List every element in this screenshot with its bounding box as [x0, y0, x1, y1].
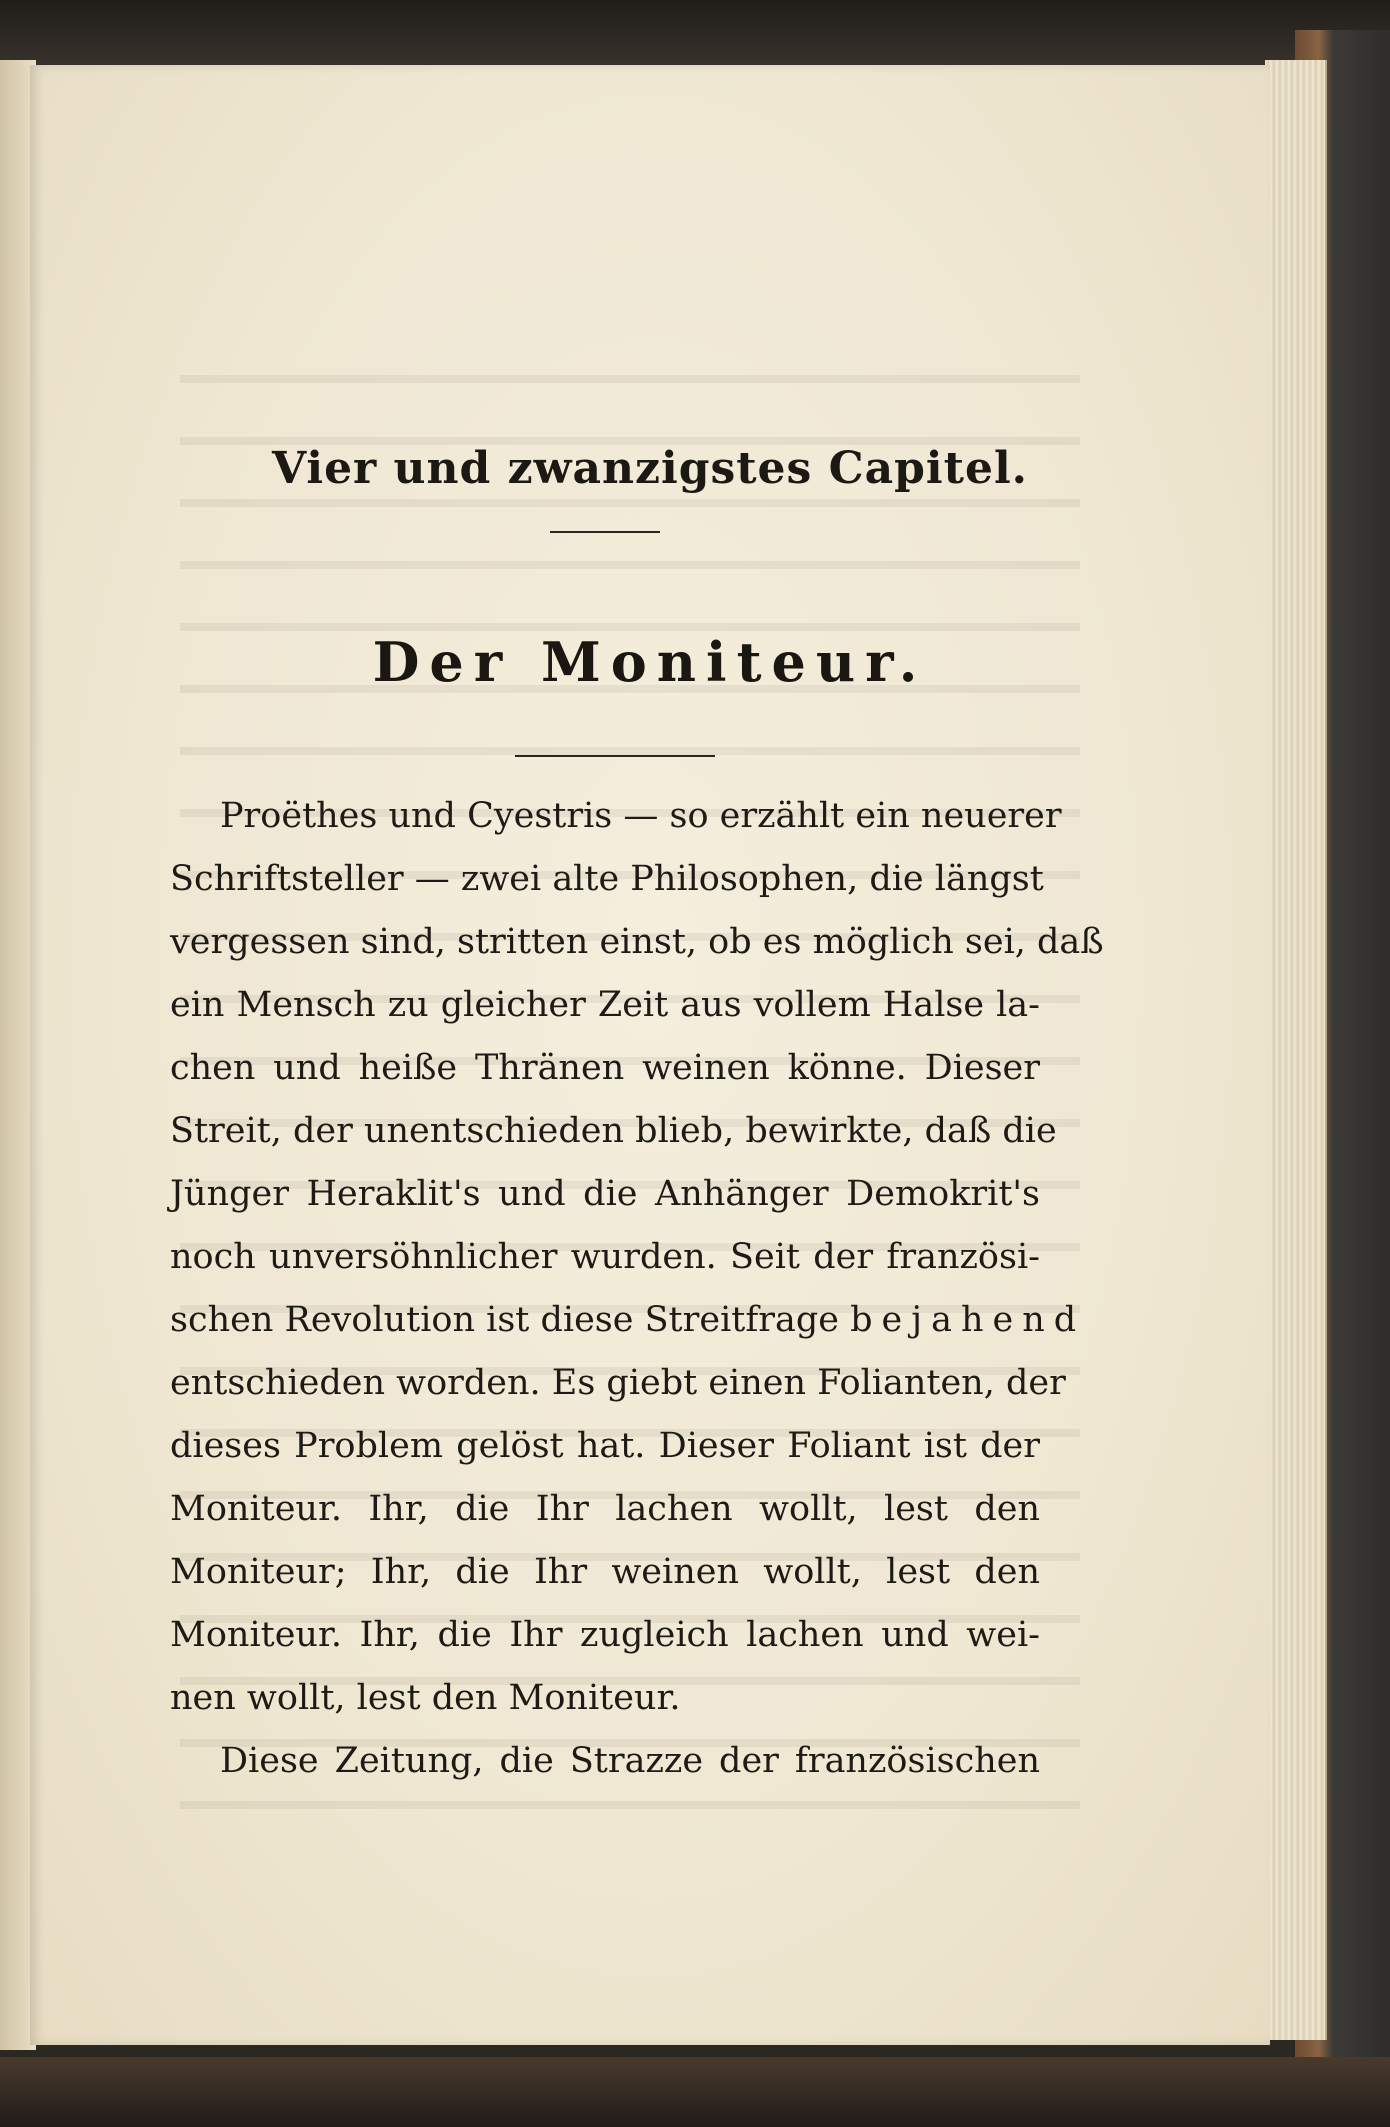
text-line: Schriftsteller — zwei alte Philosophen, die längst [170, 859, 1044, 899]
body-text [170, 785, 1104, 1793]
text-line: noch unversöhnlicher wurden. Seit der französi- [170, 1237, 1040, 1277]
chapter-heading: Vier und zwanzigstes Capitel. [271, 443, 1028, 494]
text-line: Moniteur. Ihr, die Ihr zugleich lachen und wei- [170, 1615, 1040, 1655]
text-line: Moniteur. Ihr, die Ihr lachen wollt, lest den [170, 1489, 1040, 1529]
book-page [30, 65, 1270, 2045]
book-cover-top-edge [0, 0, 1390, 70]
text-segment: schen Revolution ist diese Streitfrage [170, 1300, 839, 1340]
text-line [170, 1289, 1086, 1352]
text-line: dieses Problem gelöst hat. Dieser Foliant ist der [170, 1426, 1040, 1466]
text-line: Streit, der unentschieden blieb, bewirkte, daß die [170, 1111, 1057, 1151]
text-line: Proëthes und Cyestris — so erzählt ein neuerer [220, 796, 1062, 836]
book-cover-bottom-edge [0, 2057, 1390, 2127]
page-stack-edge [1265, 60, 1327, 2040]
emphasized-word: bejahend [850, 1300, 1086, 1340]
text-line: Jünger Heraklit's und die Anhänger Demokrit's [170, 1174, 1040, 1214]
text-line: nen wollt, lest den Moniteur. [170, 1678, 681, 1718]
text-line: vergessen sind, stritten einst, ob es möglich sei, daß [170, 922, 1104, 962]
heading-divider [550, 531, 660, 533]
text-line: ein Mensch zu gleicher Zeit aus vollem Halse la- [170, 985, 1040, 1025]
text-line: Moniteur; Ihr, die Ihr weinen wollt, lest den [170, 1552, 1040, 1592]
text-line: Diese Zeitung, die Strazze der französischen [220, 1741, 1040, 1781]
title-divider [515, 755, 715, 757]
text-line: chen und heiße Thränen weinen könne. Dieser [170, 1048, 1040, 1088]
text-line: entschieden worden. Es giebt einen Folianten, der [170, 1363, 1066, 1403]
section-title: Der Moniteur. [372, 630, 928, 694]
